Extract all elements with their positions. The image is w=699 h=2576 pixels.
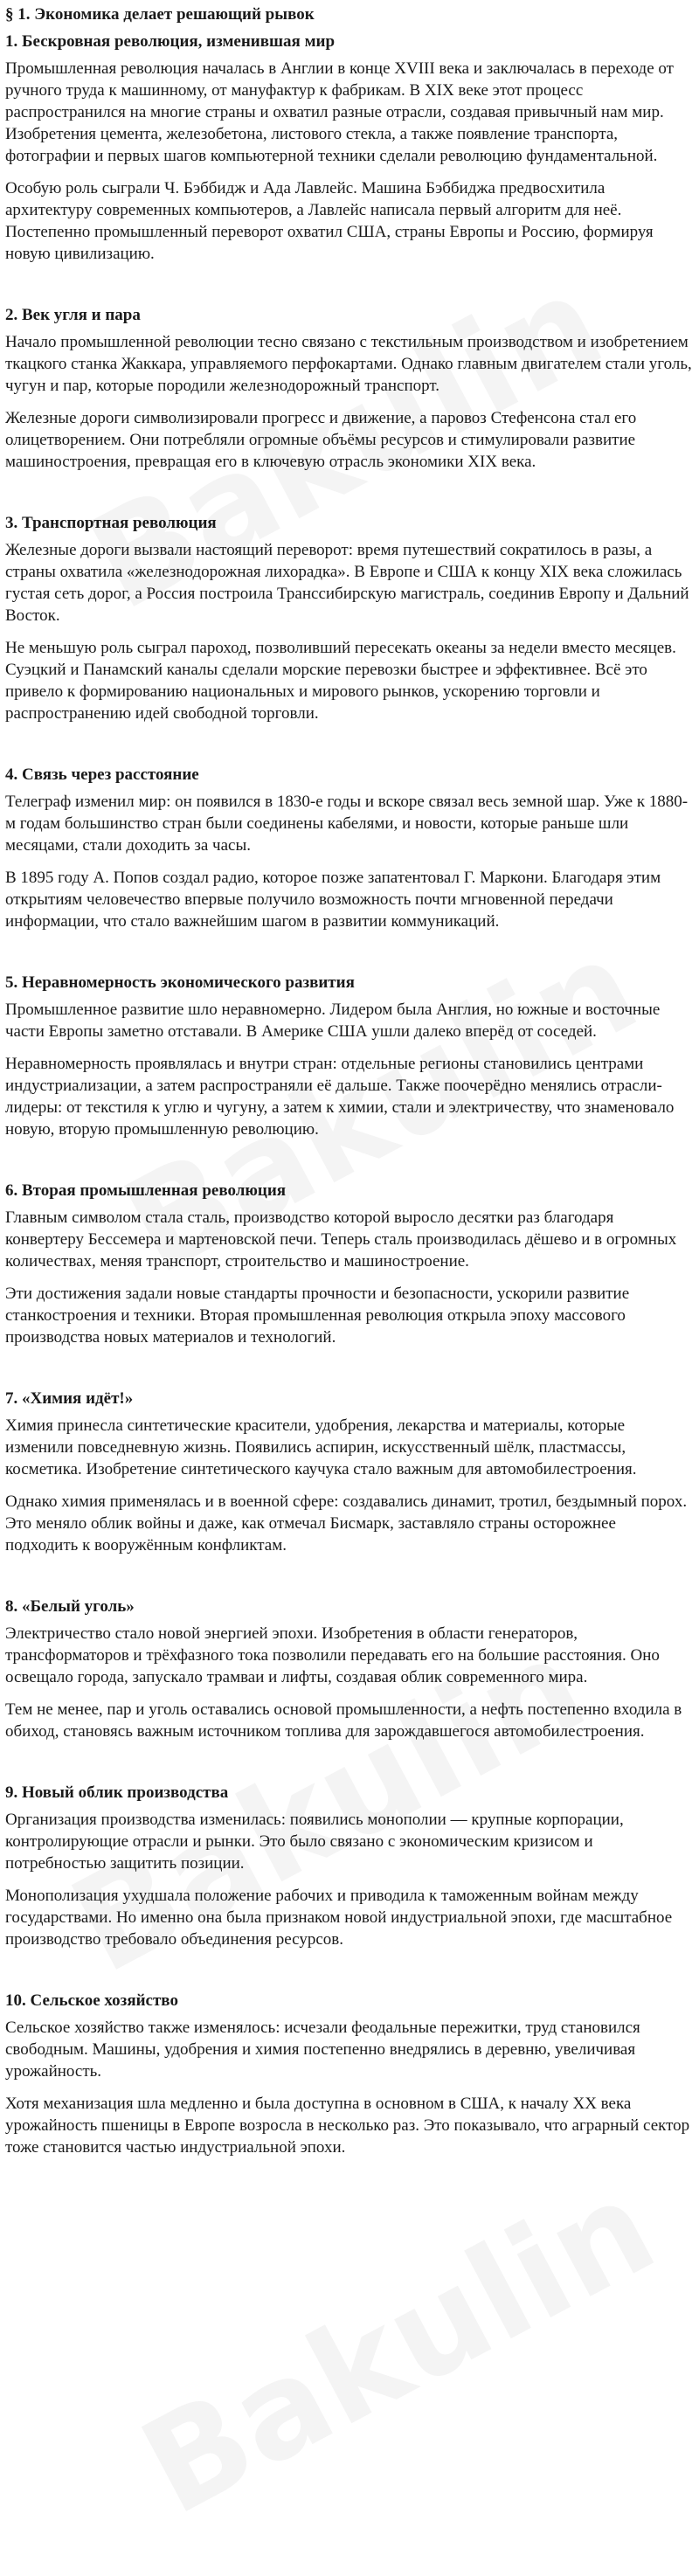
- section-title: 2. Век угля и пара: [5, 306, 141, 324]
- paragraph: Телеграф изменил мир: он появился в 1830-е годы и вскоре связал весь земной шар. Уже к 1880-м годам большинство стран были соединены кабелями, и новости, которые раньше шли месяцами, стали доходить за часы.: [5, 793, 689, 855]
- paragraph: Железные дороги символизировали прогресс и движение, а паровоз Стефенсона стал его олицетворением. Они потребляли огромные объёмы ресурсов и стимулировали развитие машиностроения, превращая его в ключевую отрасль экономики XIX века.: [5, 409, 637, 471]
- paragraph: Хотя механизация шла медленно и была доступна в основном в США, к началу XX века урожайность пшеницы в Европе возросла в несколько раз. Это показывало, что аграрный сектор тоже становится частью индустриальной эпохи.: [5, 2095, 690, 2157]
- paragraph: Неравномерность проявлялась и внутри стран: отдельные регионы становились центрами индустриализации, а затем распространяли её дальше. Также поочерёдно менялись отрасли-лидеры: от текстиля к углю и чугуну, а затем к химии, стали и электричеству, что знаменовало новую, вторую промышленную революцию.: [5, 1055, 675, 1139]
- section-title: 10. Сельское хозяйство: [5, 1991, 178, 2010]
- section-2: [5, 305, 692, 473]
- section-title: 5. Неравномерность экономического развития: [5, 973, 355, 992]
- document-title: § 1. Экономика делает решающий рывок: [5, 5, 315, 24]
- paragraph: Особую роль сыграли Ч. Бэббидж и Ада Лавлейс. Машина Бэббиджа предвосхитила архитектуру современных компьютеров, а Лавлейс написала первый алгоритм для неё. Постепенно промышленный переворот охватил США, страны Европы и Россию, формируя новую цивилизацию.: [5, 179, 654, 263]
- section-5: [5, 973, 692, 1140]
- section-title: 8. «Белый уголь»: [5, 1597, 135, 1616]
- paragraph: Организация производства изменилась: появились монополии — крупные корпорации, контролирующие отрасли и рынки. Это было связано с экономическим кризисом и потребностью защитить позиции.: [5, 1811, 624, 1873]
- section-6: [5, 1181, 692, 1348]
- paragraph: В 1895 году А. Попов создал радио, которое позже запатентовал Г. Маркони. Благодаря этим открытиям человечество впервые получило возможность почти мгновенной передачи информации, что стало важнейшим шагом в развитии коммуникаций.: [5, 869, 661, 931]
- paragraph: Эти достижения задали новые стандарты прочности и безопасности, ускорили развитие станкостроения и техники. Вторая промышленная революция открыла эпоху массового производства новых материалов и технологий.: [5, 1285, 630, 1347]
- paragraph: Электричество стало новой энергией эпохи. Изобретения в области генераторов, трансформаторов и трёхфазного тока позволили передавать его на большие расстояния. Оно освещало города, запускало трамваи и лифты, создавая облик современного мира.: [5, 1624, 660, 1686]
- section-title: 1. Бескровная революция, изменившая мир: [5, 32, 336, 51]
- section-title: 9. Новый облик производства: [5, 1783, 229, 1802]
- section-7: [5, 1388, 692, 1556]
- section-9: [5, 1783, 692, 1950]
- paragraph: Главным символом стала сталь, производство которой выросло десятки раз благодаря конвертеру Бессемера и мартеновской печи. Теперь сталь производилась дёшево и в огромных количествах, меняя транспорт, строительство и машиностроение.: [5, 1208, 677, 1271]
- watermark-text: [119, 2151, 677, 2545]
- section-title: 3. Транспортная революция: [5, 514, 217, 532]
- section-10: [5, 1991, 692, 2158]
- section-title: 7. «Химия идёт!»: [5, 1389, 134, 1408]
- paragraph: Не меньшую роль сыграл пароход, позволивший пересекать океаны за недели вместо месяцев. Суэцкий и Панамский каналы сделали морские перевозки быстрее и эффективнее. Всё это привело к формированию национальных и мирового рынков, ускорению торговли и распространению идей свободной торговли.: [5, 639, 676, 723]
- paragraph: Тем не менее, пар и уголь оставались основой промышленности, а нефть постепенно входила в обиход, становясь важным источником топлива для зарождавшегося автомобилестроения.: [5, 1700, 682, 1741]
- section-title: 6. Вторая промышленная революция: [5, 1181, 287, 1200]
- paragraph: Промышленная революция началась в Англии в конце XVIII века и заключалась в переходе от ручного труда к машинному, от мануфактур к фабрикам. В XIX веке этот процесс распространился на многие страны и охватил разные отрасли, создавая привычный нам мир. Изобретения цемента, железобетона, листового стекла, а также появление транспорта, фотографии и первых шагов компьютерной техники сделали революцию фундаментальной.: [5, 59, 674, 165]
- section-title: 4. Связь через расстояние: [5, 765, 199, 784]
- paragraph: Химия принесла синтетические красители, удобрения, лекарства и материалы, которые изменили повседневную жизнь. Появились аспирин, искусственный шёлк, пластмассы, косметика. Изобретение синтетического каучука стало важным для автомобилестроения.: [5, 1416, 637, 1478]
- paragraph: Монополизация ухудшала положение рабочих и приводила к таможенным войнам между государствами. Но именно она была признаком новой индустриальной эпохи, где масштабное производство требовало объединения ресурсов.: [5, 1887, 673, 1949]
- paragraph: Начало промышленной революции тесно связано с текстильным производством и изобретением ткацкого станка Жаккара, управляемого перфокартами. Однако главным двигателем стали уголь, чугун и пар, которые породили железнодорожный транспорт.: [5, 333, 692, 395]
- paragraph: Однако химия применялась и в военной сфере: создавались динамит, тротил, бездымный порох. Это меняло облик войны и даже, как отмечал Бисмарк, заставляло страны осторожнее подходить к вооружённым конфликтам.: [5, 1492, 688, 1555]
- section-1: [5, 31, 692, 265]
- section-8: [5, 1596, 692, 1742]
- section-3: [5, 513, 692, 724]
- section-4: [5, 765, 692, 932]
- paragraph: Сельское хозяйство также изменялось: исчезали феодальные пережитки, труд становился свободным. Машины, удобрения и химия постепенно внедрялись в деревню, увеличивая урожайность.: [5, 2019, 640, 2081]
- paragraph: Промышленное развитие шло неравномерно. Лидером была Англия, но южные и восточные части Европы заметно отставали. В Америке США ушли далеко вперёд от соседей.: [5, 1001, 661, 1041]
- paragraph: Железные дороги вызвали настоящий переворот: время путешествий сократилось в разы, а страны охватила «железнодорожная лихорадка». В Европе и США к концу XIX века сложилась густая сеть дорог, а Россия построила Транссибирскую магистраль, соединив Европу и Дальний Восток.: [5, 541, 689, 625]
